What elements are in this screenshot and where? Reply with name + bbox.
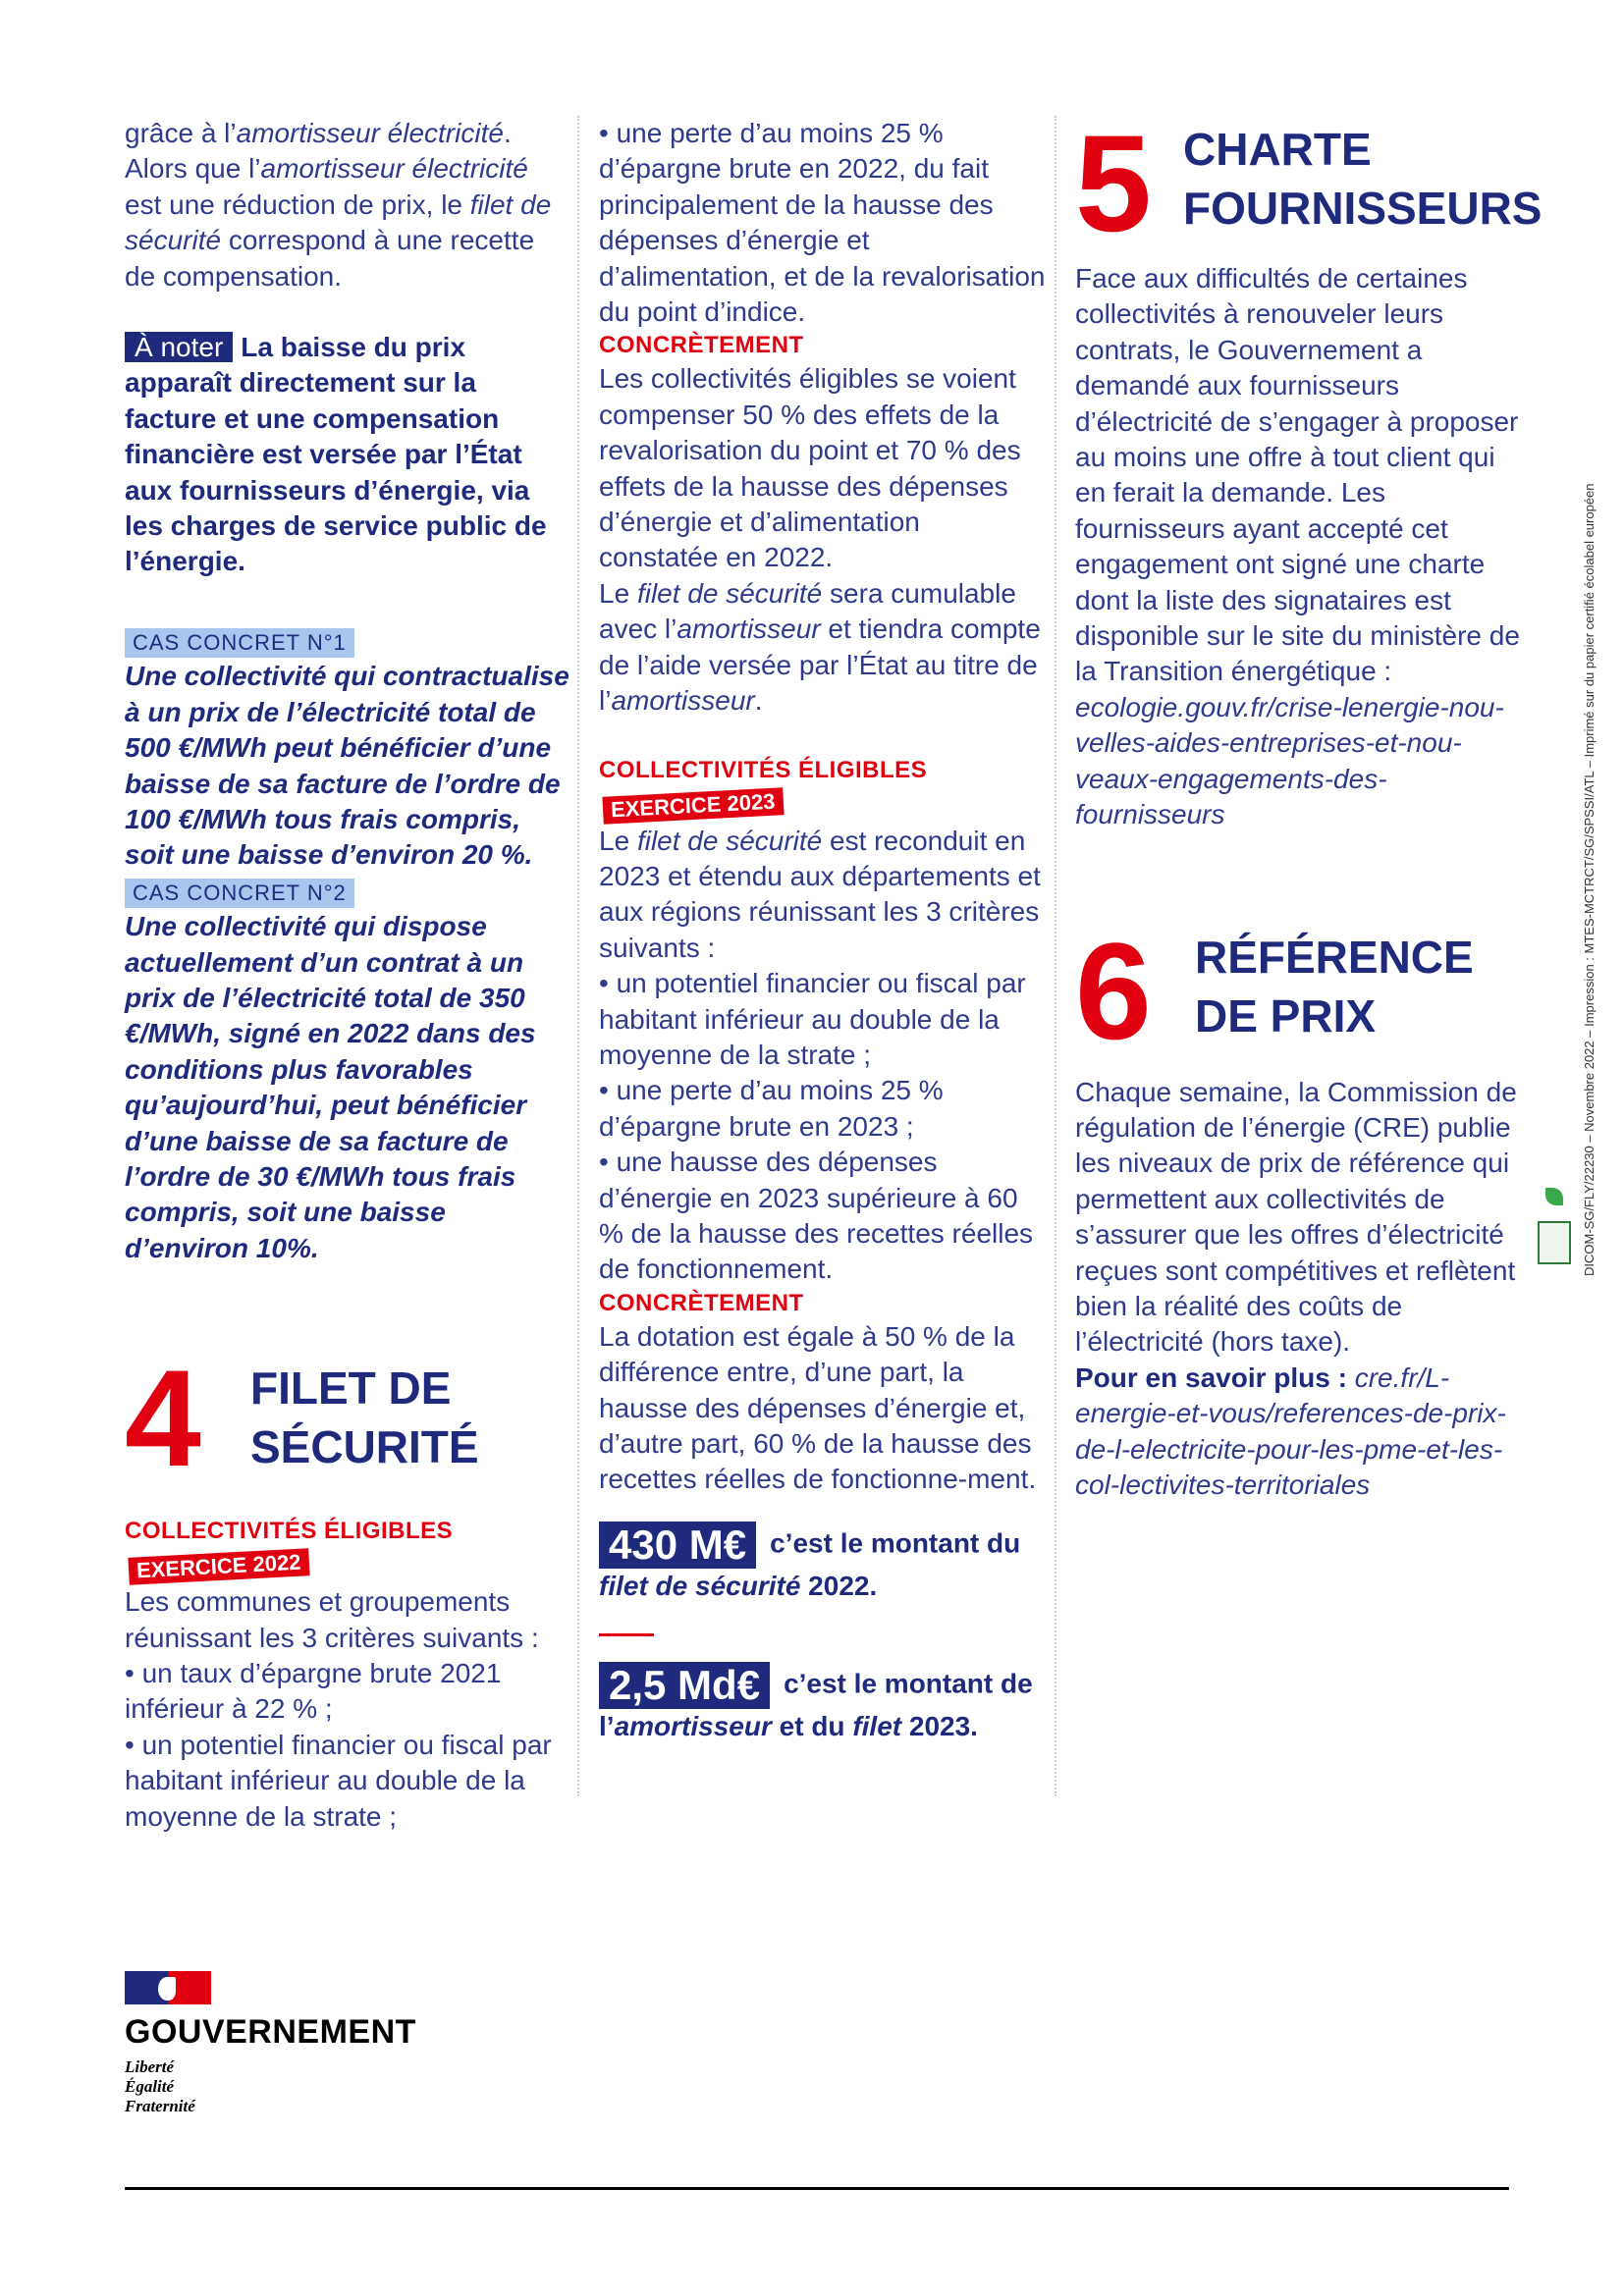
eligibility-2022: [125, 1516, 571, 1835]
republic-motto: Liberté Égalité Fraternité: [125, 2057, 195, 2115]
key-figure-2-value: 2,5 Md€: [599, 1662, 770, 1709]
section-6-heading: [1075, 913, 1522, 1068]
case-tag-1: CAS CONCRET N°1: [125, 628, 354, 658]
criterion-2023-3: • une hausse des dépenses d’énergie en 2023 supérieure à 60 % de la hausse des recettes réelles de fonctionnement.: [599, 1147, 1034, 1285]
note-tag: À noter: [125, 332, 233, 362]
key-figure-1: 430 M€ c’est le montant du filet de sécurité 2022.: [599, 1521, 1021, 1601]
eligibility-label-2022: COLLECTIVITÉS ÉLIGIBLES: [125, 1518, 454, 1545]
government-name: GOUVERNEMENT: [125, 2013, 416, 2051]
imprint-text: DICOM-SG/FLY/22230 – Novembre 2022 – Impression : MTES-MCTRCT/SG/SPSSI/ATL – Imprimé sur du papier certifié écolabel européen: [1582, 483, 1597, 1276]
note-paragraph: À noter La baisse du prix apparaît directement sur la facture et une compensation financière est versée par l’État aux fournisseurs d’énergie, via les charges de service public de l’énergie.: [125, 332, 547, 577]
section-4-title: FILET DE SÉCURITÉ: [250, 1362, 479, 1473]
concretely-label-2: CONCRÈTEMENT: [599, 1289, 804, 1316]
learn-more-link[interactable]: cre.fr/L-energie-et-vous/references-de-prix-de-l-electricite-pour-les-pme-et-les-col-lectivites-territoriales: [1075, 1362, 1506, 1500]
section-5-number: 5: [1075, 106, 1152, 260]
ecolabel-icon: [1538, 1188, 1571, 1266]
section-4-heading: [125, 1341, 571, 1496]
case-study-2: [125, 874, 571, 1266]
concretely-label-1: CONCRÈTEMENT: [599, 332, 804, 359]
exercise-2023-badge: EXERCICE 2023: [602, 787, 784, 825]
case-tag-2: CAS CONCRET N°2: [125, 879, 354, 908]
section-6-number: 6: [1075, 913, 1152, 1068]
criterion-2: • un potentiel financier ou fiscal par habitant inférieur au double de la moyenne de la strate ;: [125, 1729, 552, 1832]
column-divider-2: [1055, 116, 1056, 1796]
criterion-2023-1: • un potentiel financier ou fiscal par habitant inférieur au double de la moyenne de la strate ;: [599, 968, 1026, 1070]
case-text-2: Une collectivité qui dispose actuellement d’un contrat à un prix de l’électricité total de 350 €/MWh, signé en 2022 dans des conditions plus favorables qu’aujourd’hui, peut bénéficier d’une baisse de sa facture de l’ordre de 30 €/MWh tous frais compris, soit une baisse d’environ 10%.: [125, 911, 536, 1263]
eligibility-2023: [599, 755, 1046, 1288]
section-5-text: Face aux difficultés de certaines collectivités à renouveler leurs contrats, le Gouvernement a demandé aux fournisseurs d’électricité de s’engager à proposer au moins une offre à tout client qui en ferait la demande. Les fournisseurs ayant accepté cet engagement ont signé une charte dont la liste des signataires est disponible sur le site du ministère de la Transition énergétique :: [1075, 263, 1520, 687]
column-divider-1: [577, 116, 579, 1796]
section-5-link[interactable]: ecologie.gouv.fr/crise-lenergie-nou-velles-aides-entreprises-et-nou-veaux-engagements-des-fournisseurs: [1075, 691, 1504, 830]
learn-more: Pour en savoir plus : cre.fr/L-energie-et-vous/references-de-prix-de-l-electricite-pour-les-pme-et-les-col-lectivites-territoriales: [1075, 1362, 1506, 1500]
case-text-1: Une collectivité qui contractualise à un prix de l’électricité total de 500 €/MWh peut bénéficier d’une baisse de sa facture de l’ordre de 100 €/MWh tous frais compris, soit une baisse d’environ 20 %.: [125, 661, 569, 871]
key-figure-2: 2,5 Md€ c’est le montant de l’amortisseur et du filet 2023.: [599, 1661, 1033, 1741]
criterion-2023-2: • une perte d’au moins 25 % d’épargne brute en 2023 ;: [599, 1075, 944, 1142]
key-figure-1-value: 430 M€: [599, 1522, 756, 1569]
renewal-paragraph: Le filet de sécurité est reconduit en 2023 et étendu aux départements et aux régions réunissant les 3 critères suivants :: [599, 825, 1041, 963]
column-2: [599, 116, 1046, 1744]
cumulative-paragraph: Le filet de sécurité sera cumulable avec l’amortisseur et tiendra compte de l’aide versée par l’État au titre de l’amortisseur.: [599, 577, 1041, 717]
marianne-flag-icon: [125, 1971, 211, 2004]
criterion-3: • une perte d’au moins 25 % d’épargne brute en 2022, du fait principalement de la hausse des dépenses d’énergie et d’alimentation, et de la revalorisation du point d’indice.: [599, 118, 1046, 328]
criterion-1: • un taux d’épargne brute 2021 inférieur à 22 % ;: [125, 1658, 502, 1725]
bottom-rule: [125, 2187, 1509, 2190]
section-5-heading: [1075, 106, 1543, 260]
red-divider: [599, 1633, 654, 1636]
section-4-number: 4: [125, 1341, 201, 1496]
government-logo: [125, 1971, 416, 2116]
exercise-2022-badge: EXERCICE 2022: [128, 1548, 309, 1585]
intro-paragraph: grâce à l’amortisseur électricité. Alors que l’amortisseur électricité est une réduction de prix, le filet de sécurité correspond à une recette de compensation.: [125, 118, 552, 292]
eligibility-intro-2022: Les communes et groupements réunissant les 3 critères suivants :: [125, 1586, 539, 1653]
section-6-title: RÉFÉRENCE DE PRIX: [1195, 931, 1474, 1041]
section-5-title: CHARTE FOURNISSEURS: [1183, 124, 1543, 234]
eligibility-label-2023: COLLECTIVITÉS ÉLIGIBLES: [599, 756, 928, 783]
concretely-text-1: Les collectivités éligibles se voient compenser 50 % des effets de la revalorisation du point et 70 % des effets de la hausse des dépenses d’énergie et d’alimentation constatée en 2022.: [599, 363, 1021, 573]
column-3: [1075, 106, 1543, 1503]
section-6-text: Chaque semaine, la Commission de régulation de l’énergie (CRE) publie les niveaux de prix de référence qui permettent aux collectivités de s’assurer que les offres d’électricité reçues sont compétitives et reflètent bien la réalité des coûts de l’électricité (hors taxe).: [1075, 1076, 1517, 1358]
column-1: [125, 116, 571, 1835]
allocation-text: La dotation est égale à 50 % de la différence entre, d’une part, la hausse des dépenses d’énergie et, d’autre part, 60 % de la hausse des recettes réelles de fonctionne-ment.: [599, 1320, 1037, 1495]
case-study-1: [125, 623, 571, 874]
